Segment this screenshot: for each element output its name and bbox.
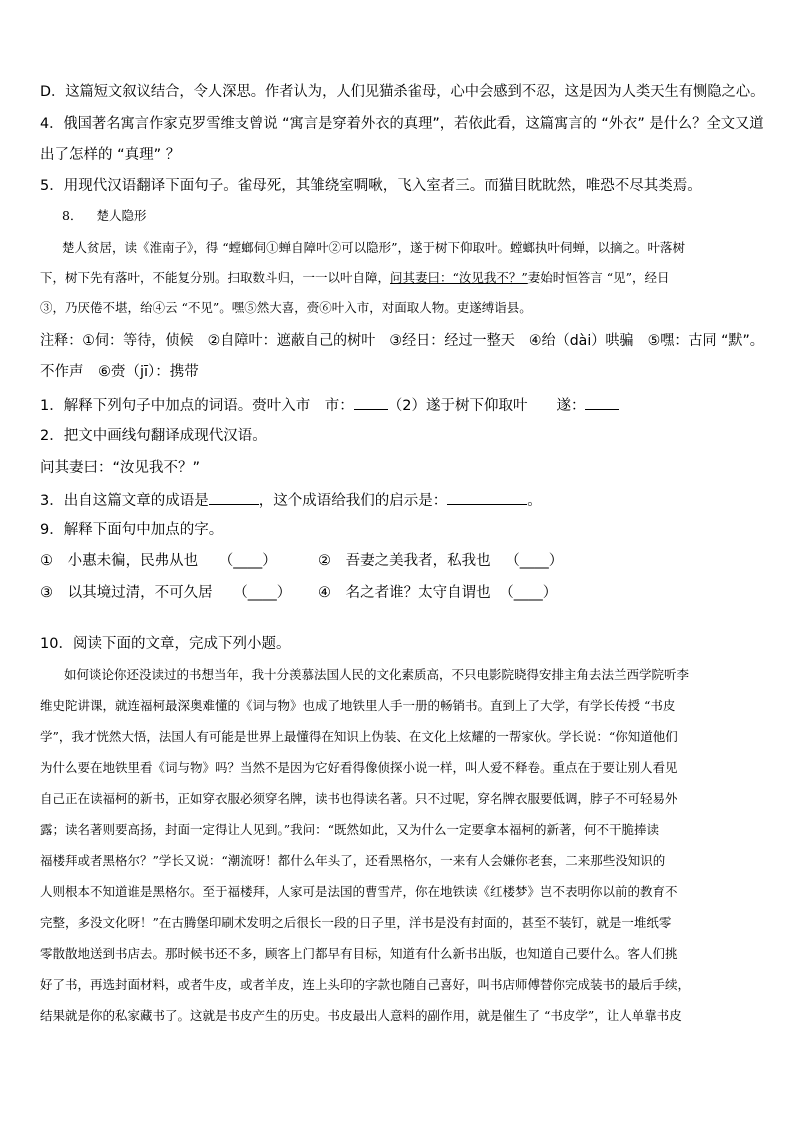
q8-sub1-blank1[interactable] <box>354 395 388 410</box>
q9-item-1-num: ① <box>40 553 53 569</box>
question-4-line2: 出了怎样的 “真理” ？ <box>40 147 181 163</box>
q8-sub1-a: 1．解释下列句子中加点的词语。赍叶入市 市： <box>40 398 354 414</box>
q10-passage-line: 露；读名著则要高扬，封面一定得让人见到。”我问：“既然如此，又为什么一定要拿本福柯的新著，何不干脆捧读 <box>40 822 660 837</box>
q10-passage-line: 人则根本不知道谁是黑格尔。至于福楼拜，人家可是法国的曹雪芹，你在地铁读《红楼梦》岂不表明你以前的教育不 <box>40 884 678 899</box>
q8-sub1-b: （2）遂于树下仰取叶 遂： <box>387 398 586 414</box>
question-8-heading <box>62 206 764 226</box>
q8-passage-line1: 楚人贫居，读《淮南子》，得 “螳螂伺①蝉自障叶②可以隐形”，遂于树下仰取叶。螳螂执叶伺蝉，以摘之。叶落树 <box>62 240 686 255</box>
q9-item-2-text: 吾妻之美我者，私我也 <box>345 553 491 569</box>
q8-passage-line2-a: 下，树下先有落叶，不能复分别。扫取数斗归，一一以叶自障， <box>40 270 391 285</box>
q8-sub3-a: 3．出自这篇文章的成语是 <box>40 493 209 509</box>
q10-passage-line: 维史陀讲课，就连福柯最深奥难懂的《词与物》也成了地铁里人手一册的畅销书。直到上了大学，有学长传授 “书皮 <box>40 698 676 713</box>
q9-item-1 <box>40 551 277 571</box>
q8-sub2-sentence: 问其妻曰：“汝见我不？” <box>40 460 201 476</box>
q8-passage-line2-b: 妻始时恒答言 “见”，经日 <box>527 270 670 285</box>
q8-sub2: 2．把文中画线句翻译成现代汉语。 <box>40 428 267 444</box>
q9-item-1-answer[interactable]: （____） <box>218 553 277 569</box>
q8-passage-line2 <box>40 268 764 288</box>
q10-passage-line: 为什么要在地铁里看《词与物》吗？当然不是因为它好看得像侦探小说一样，叫人爱不释卷。重点在于要让别人看见 <box>40 760 678 775</box>
question-8-title: 楚人隐形 <box>96 208 147 223</box>
question-5: 5．用现代汉语翻译下面句子。雀母死，其雏绕室啁啾，飞入室者三。而猫目眈眈然，唯恐不尽其类焉。 <box>40 178 702 194</box>
question-8-number: 8． <box>62 208 83 223</box>
q8-sub3-blank1[interactable] <box>209 490 259 505</box>
q9-item-2 <box>318 551 563 571</box>
question-9-title: 9．解释下面句中加点的字。 <box>40 522 224 538</box>
q9-item-4 <box>318 583 557 603</box>
q10-passage-line: 自己正在读福柯的新书，正如穿衣服必须穿名牌，读书也得读名著。只不过呢，穿名牌衣服要低调，脖子不可轻易外 <box>40 791 678 806</box>
q9-item-3-answer[interactable]: （____） <box>233 585 292 601</box>
q9-item-4-answer[interactable]: （____） <box>499 585 558 601</box>
q10-passage-line: 好了书，再选封面材料，或者牛皮，或者羊皮，连上头印的字款也随自己喜好，叫书店师傅替你完成装书的最后手续， <box>40 977 691 992</box>
q10-passage-line: 结果就是你的私家藏书了。这就是书皮产生的历史。书皮最出人意料的副作用，就是催生了 “书皮学”，让人单靠书皮 <box>40 1008 682 1023</box>
q-option-d: D．这篇短文叙议结合，令人深思。作者认为，人们见猫杀雀母，心中会感到不忍，这是因为人类天生有恻隐之心。 <box>40 84 765 100</box>
q8-sub3-blank2[interactable] <box>447 490 527 505</box>
q9-item-3-num: ③ <box>40 585 53 601</box>
question-4-line1: 4．俄国著名寓言作家克罗雪维支曾说 “寓言是穿着外衣的真理”，若依此看，这篇寓言的 “外衣” 是什么？全文又道 <box>40 116 764 132</box>
q9-item-3 <box>40 583 291 603</box>
q10-passage-line: 零散散地送到书店去。那时候书还不多，顾客上门都早有目标，知道有什么新书出版，也知道自己要什么。客人们挑 <box>40 946 678 961</box>
q8-sub3 <box>40 490 764 511</box>
q9-item-2-num: ② <box>318 553 331 569</box>
q9-item-1-text: 小惠未徧，民弗从也 <box>67 553 199 569</box>
q10-passage-line: 如何谈论你还没读过的书想当年，我十分羡慕法国人民的文化素质高，不只电影院晓得安排主角去法兰西学院听李 <box>64 667 690 682</box>
q10-passage-line: 学”，我才恍然大悟，法国人有可能是世界上最懂得在知识上伪装、在文化上炫耀的一帮家伙。学长说：“你知道他们 <box>40 729 678 744</box>
q8-sub3-c: 。 <box>527 493 542 509</box>
question-10-title: 10．阅读下面的文章，完成下列小题。 <box>40 636 291 652</box>
q8-passage-line3: ③，乃厌倦不堪，绐④云 “不见”。嘿⑤然大喜，赍⑥叶入市，对面取人物。吏遂缚诣县。 <box>40 300 532 315</box>
q9-item-3-text: 以其境过清，不可久居 <box>67 585 213 601</box>
q9-item-4-num: ④ <box>318 585 331 601</box>
q8-notes-line2: 不作声 ⑥赍（jī）：携带 <box>40 364 199 380</box>
q8-sub1 <box>40 395 764 416</box>
q9-item-4-text: 名之者谁？太守自谓也 <box>345 585 491 601</box>
q10-passage-line: 完整，多没文化呀！”在古腾堡印刷术发明之后很长一段的日子里，洋书是没有封面的，甚至不装钉，就是一堆纸零 <box>40 915 672 930</box>
q8-sub3-b: ，这个成语给我们的启示是： <box>258 493 448 509</box>
q9-item-2-answer[interactable]: （____） <box>505 553 564 569</box>
q8-underlined-sentence: 问其妻曰：“汝见我不？” <box>390 270 528 285</box>
q8-notes-line1: 注释：①伺：等待，侦候 ②自障叶：遮蔽自己的树叶 ③经日：经过一整天 ④绐（dài）哄骗 ⑤嘿：古同 “默”。 <box>40 333 764 349</box>
q8-sub1-blank2[interactable] <box>585 395 619 410</box>
q10-passage-line: 福楼拜或者黑格尔？”学长又说：“潮流呀！都什么年头了，还看黑格尔，一来有人会嫌你老套，二来那些没知识的 <box>40 853 666 868</box>
